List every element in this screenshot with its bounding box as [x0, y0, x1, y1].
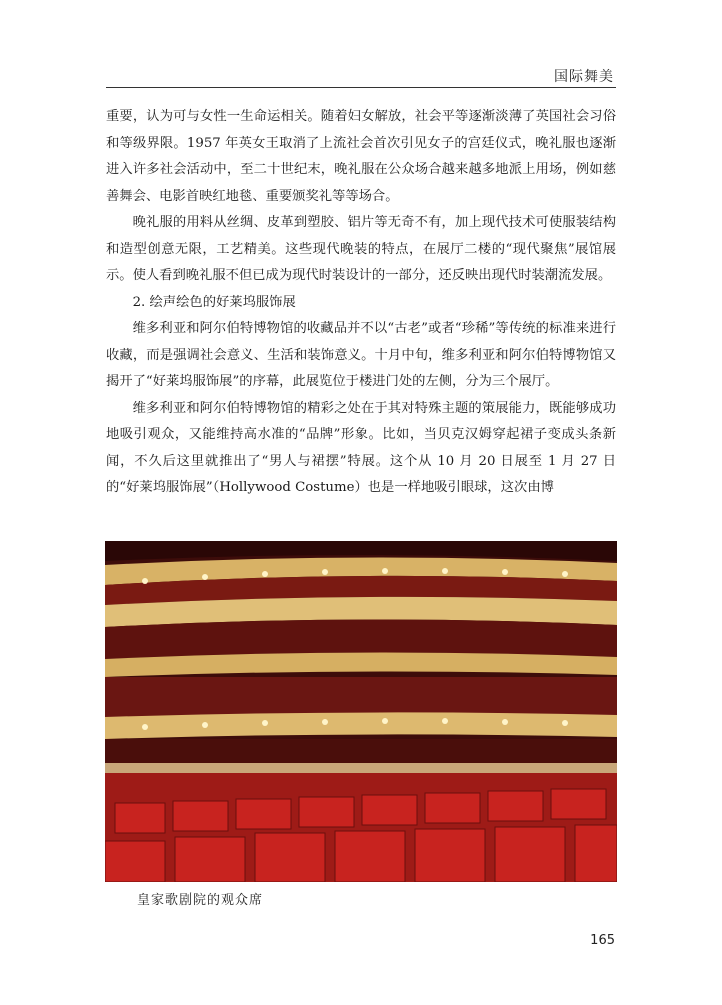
page-number: 165: [590, 933, 615, 948]
photo-caption: 皇家歌剧院的观众席: [137, 893, 264, 908]
paragraph-3: 维多利亚和阿尔伯特博物馆的收藏品并不以“古老”或者“珍稀”等传统的标准来进行收藏，而是强调社会意义、生活和装饰意义。十月中旬，维多利亚和阿尔伯特博物馆又揭开了“好莱坞服饰展”的序幕，此展览位于楼进门处的左侧，分为三个展厅。: [106, 321, 616, 389]
section-heading: 2. 绘声绘色的好莱坞服饰展: [132, 294, 296, 310]
paragraph-2: 晚礼服的用料从丝绸、皮革到塑胶、铝片等无奇不有，加上现代技术可使服装结构和造型创意无限，工艺精美。这些现代晚装的特点，在展厅二楼的“现代聚焦”展馆展示。使人看到晚礼服不但已成为现代时装设计的一部分，还反映出现代时装潮流发展。: [106, 215, 616, 283]
paragraph-4: 维多利亚和阿尔伯特博物馆的精彩之处在于其对特殊主题的策展能力，既能够成功地吸引观众，又能维持高水准的“品牌”形象。比如，当贝克汉姆穿起裙子变成头条新闻，不久后这里就推出了“男人与裙摆”特展。这个从 10 月 20 日展至 1 月 27 日的“好莱坞服饰展”（Hollywood Costume）也是一样地吸引眼球，这次由博: [106, 400, 616, 495]
body-text: [106, 104, 616, 502]
opera-house-photo: [105, 541, 617, 882]
header-rule: [106, 87, 616, 88]
paragraph-1: 重要，认为可与女性一生命运相关。随着妇女解放，社会平等逐渐淡薄了英国社会习俗和等级界限。1957 年英女王取消了上流社会首次引见女子的宫廷仪式，晚礼服也逐渐进入许多社会活动中，至二十世纪末，晚礼服在公众场合越来越多地派上用场，例如慈善舞会、电影首映红地毯、重要颁奖礼等等场合。: [106, 109, 616, 204]
running-header: 国际舞美: [554, 69, 614, 85]
